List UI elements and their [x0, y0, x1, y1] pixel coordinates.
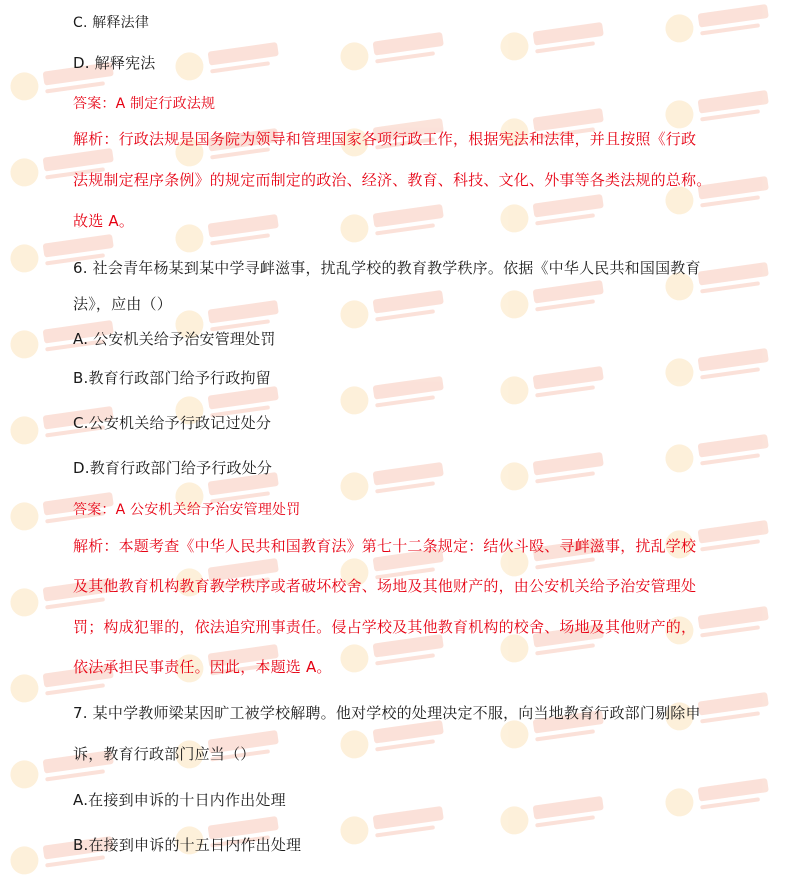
question-stem: 法》，应由（） — [73, 295, 172, 313]
analysis-line: 依法承担民事责任。因此，本题选 A。 — [73, 658, 332, 676]
question-stem: 诉，教育行政部门应当（） — [73, 745, 256, 763]
option-b: B.在接到申诉的十五日内作出处理 — [73, 836, 302, 854]
analysis-line: 解析：本题考查《中华人民共和国教育法》第七十二条规定：结伙斗殴、寻衅滋事，扰乱学校 — [73, 537, 697, 555]
option-d: D.教育行政部门给予行政处分 — [73, 459, 273, 477]
option-a: A. 公安机关给予治安管理处罚 — [73, 330, 276, 348]
option-a: A.在接到申诉的十日内作出处理 — [73, 791, 286, 809]
option-b: B.教育行政部门给予行政拘留 — [73, 369, 271, 387]
question-stem: 7. 某中学教师梁某因旷工被学校解聘。他对学校的处理决定不服，向当地教育行政部门剔除申 — [73, 704, 701, 722]
analysis-line: 法规制定程序条例》的规定而制定的政治、经济、教育、科技、文化、外事等各类法规的总称。 — [73, 171, 712, 189]
analysis-line: 解析：行政法规是国务院为领导和管理国家各项行政工作，根据宪法和法律，并且按照《行政 — [73, 130, 697, 148]
analysis-line: 及其他教育机构教育教学秩序或者破坏校舍、场地及其他财产的，由公安机关给予治安管理处 — [73, 577, 697, 595]
option-d: D. 解释宪法 — [73, 54, 156, 72]
analysis-line: 故选 A。 — [73, 212, 135, 230]
answer-q6: 答案：A 公安机关给予治安管理处罚 — [73, 502, 301, 518]
option-c: C.公安机关给予行政记过处分 — [73, 414, 272, 432]
question-stem: 6. 社会青年杨某到某中学寻衅滋事，扰乱学校的教育教学秩序。依据《中华人民共和国国教育 — [73, 259, 701, 277]
analysis-line: 罚；构成犯罪的，依法追究刑事责任。侵占学校及其他教育机构的校舍、场地及其他财产的， — [73, 618, 697, 636]
answer-q5: 答案：A 制定行政法规 — [73, 96, 216, 112]
option-c: C. 解释法律 — [73, 15, 150, 31]
